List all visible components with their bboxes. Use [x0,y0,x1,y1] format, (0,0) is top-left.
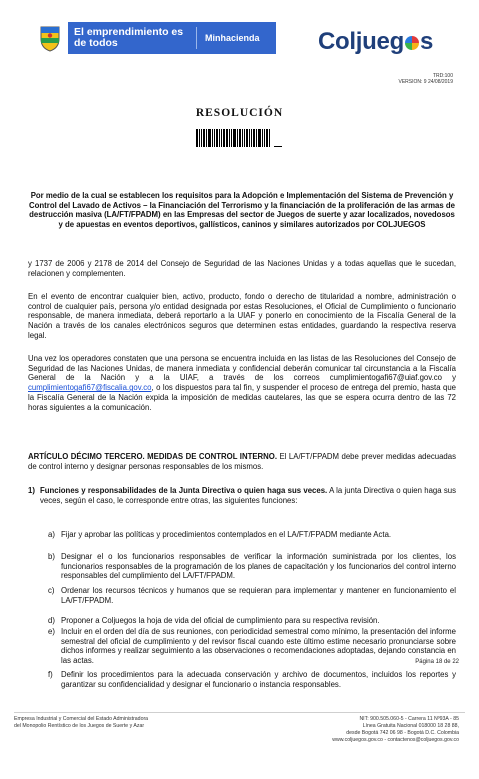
barcode-bar [242,129,243,147]
list-letter: d) [48,616,55,625]
barcode-bar [264,129,265,147]
list-text: Fijar y aprobar las políticas y procedimientos contemplados en el LA/FT/FPADM mediante Acta. [61,530,392,539]
list-text: Definir los procedimientos para la adecuada conservación y archivo de documentos, incluidos los reportes y garantizar su confidencialidad y designar el funcionario o instancia responsables. [61,670,456,689]
barcode-bar [203,129,205,147]
paragraph-3-end: , o los dispuestos para tal fin, y suspender el proceso de entrega del premio, hasta que la Fiscalía General de la Nación expida la imposición de medidas cautelares, las que se espera ocurra dentro de las 72 horas siguientes a la comunicación. [28,383,456,412]
document-code [399,73,453,85]
barcode-bar [212,129,213,147]
barcode-bar [219,129,220,147]
list-letter: a) [48,530,55,539]
item-body: A la junta Directiva o quien haga sus veces, según el caso, le corresponde entre otras, las siguientes funciones: [40,486,456,505]
barcode-bar [256,129,257,147]
barcode-bar [214,129,215,147]
footer-divider [14,712,465,713]
footer-entity-line-2: del Monopolio Rentístico de los Juegos de Suerte y Azar [14,723,145,729]
footer-nit: NIT: 900.505.060-5 - Carrera 11 Nº93A - 85 [359,716,459,722]
barcode-bar [266,129,268,147]
barcode-bar [206,129,207,147]
barcode-bar [231,129,232,147]
article-13-body: El LA/FT/FPADM debe prever medidas adecuadas de control interno y designar personas responsables de los mismos. [28,452,456,471]
barcode-bar [229,129,230,147]
brand-dot-icon [405,36,419,50]
barcode-bar [199,129,200,147]
list-text: Ordenar los recursos técnicos y humanos que se requieran para implementar y mantener en funcionamiento el LA/FT/FPADM. [61,586,456,605]
list-item-e [48,627,456,666]
fiscalia-email-link[interactable]: cumplimientogafi67@fiscalia.gov.co [28,383,152,393]
paragraph-3 [28,354,456,412]
brand-name-e: e [376,28,390,55]
barcode-bar [196,129,198,147]
barcode-bar [269,129,270,147]
article-13-heading: ARTÍCULO DÉCIMO TERCERO. MEDIDAS DE CONTROL INTERNO. [28,452,278,461]
paragraph-3-start: Una vez los operadores constaten que una persona se encuentra incluida en las listas de las Resoluciones del Consejo de Seguridad de las Naciones Unidas, de manera inmediata y confidencial deberán comunicar tal circunstancia a la Fiscalía General de la Nación y a la UIAF, a través de los correos cumplimientogafi67@uiaf.gov.co y [28,354,456,383]
barcode-bar [244,129,245,147]
resolution-intro: Por medio de la cual se establecen los requisitos para la Adopción e Implementación del Sistema de Prevención y Control del Lavado de Activos – la Financiación del Terrorismo y la financiación de la proliferación de las armas de destrucción masiva (LA/FT/FPADM) en las Empresas del sector de Juegos de suerte y azar localizados, novedosos y de apuestas en eventos deportivos, gallísticos, caninos y similares autorizados por COLJUEGOS [29,191,455,229]
barcode-bar [237,129,238,147]
item-heading: Funciones y responsabilidades de la Junta Directiva o quien haga sus veces. [40,486,328,495]
version-code: VERSION: 9 24/08/2019 [398,79,453,85]
list-text: Incluir en el orden del día de sus reuniones, con periodicidad semestral como mínimo, la presentación del informe semestral del oficial de cumplimiento y del revisor fiscal cuando este último estime necesario pronunciarse sobre dichos informes y realizar seguimiento a las observaciones o recomendaciones adoptadas, dejando constancia en las actas. [61,627,456,666]
barcode-bar [201,129,202,147]
list-item-a [48,530,456,540]
item-text [40,486,456,505]
barcode-bar [251,129,252,147]
list-letter: c) [48,586,55,595]
list-letter: e) [48,627,55,636]
page-header [0,0,479,72]
barcode [196,129,282,147]
barcode-bar [253,129,255,147]
item-number: 1) [28,486,35,495]
ministry-name: Minhacienda [205,33,260,43]
trd-code: TRD:100 [432,73,453,79]
list-letter: b) [48,552,55,561]
barcode-bar [233,129,236,147]
page-number: Página 18 de 22 [415,659,459,665]
barcode-underscore [274,146,282,147]
list-item-b [48,552,456,581]
footer-web-email: www.coljuegos.gov.co - contactenos@coljuegos.gov.co [332,737,459,743]
list-text: Proponer a Coljuegos la hoja de vida del oficial de cumplimiento para su respectiva revisión. [61,616,380,625]
footer-phone: Línea Gratuita Nacional 018000 18 28 88, [362,723,459,729]
barcode-bar [249,129,250,147]
paragraph-1: y 1737 de 2006 y 2178 de 2014 del Consejo de Seguridad de las Naciones Unidas y a todas aquellas que le sucedan, relacionen y complementen. [28,259,456,278]
barcode-bar [221,129,222,147]
barcode-bar [239,129,241,147]
barcode-bar [226,129,228,147]
footer-contact [332,716,459,744]
article-13 [28,452,456,471]
barcode-bar [208,129,211,147]
barcode-bar [258,129,261,147]
brand-name-s: s [419,28,433,55]
footer-entity [14,716,148,730]
paragraph-2: En el evento de encontrar cualquier bien, activo, producto, fondo o derecho de titularidad a nombre, administración o control de cualquier país, persona y/o entidad designada por estas Resoluciones, el Oficial de Cumplimiento o funcionario responsable, de manera inmediata, deberá reportarlo a la UIAF y ponerlo en conocimiento de la Fiscalía General de la Nación a través de los canales electrónicos seguros que determinen estas entidades, guardando la respectiva reserva legal. [28,292,456,340]
barcode-bar [223,129,225,147]
coat-of-arms-icon [38,24,62,52]
barcode-bar [246,129,248,147]
list-item-f [48,670,456,689]
list-letter: f) [48,670,53,679]
government-slogan: El emprendimiento es de todos [74,26,184,49]
list-item-d [48,616,456,626]
list-text: Designar el o los funcionarios responsables de verificar la información suministrada por los clientes, los funcionarios responsables de la programación de los planes de capacitación y los funcionarios del control interno responsables del cumplimiento del LA/FT/FPADM. [61,552,456,581]
brand-name-g: g [389,28,404,55]
list-item-c [48,586,456,605]
page-footer [0,712,479,779]
government-banner [68,22,276,54]
coljuegos-logo [318,28,433,56]
barcode-bar [216,129,218,147]
footer-phone-bogota: desde Bogotá 742 06 98 - Bogotá D.C. Colombia [346,730,459,736]
barcode-bar [262,129,263,147]
brand-name-start: Colju [318,28,377,55]
numbered-item-1 [28,486,456,505]
document-title: RESOLUCIÓN [195,107,284,119]
footer-entity-line-1: Empresa Industrial y Comercial del Estado Administradora [14,716,149,722]
